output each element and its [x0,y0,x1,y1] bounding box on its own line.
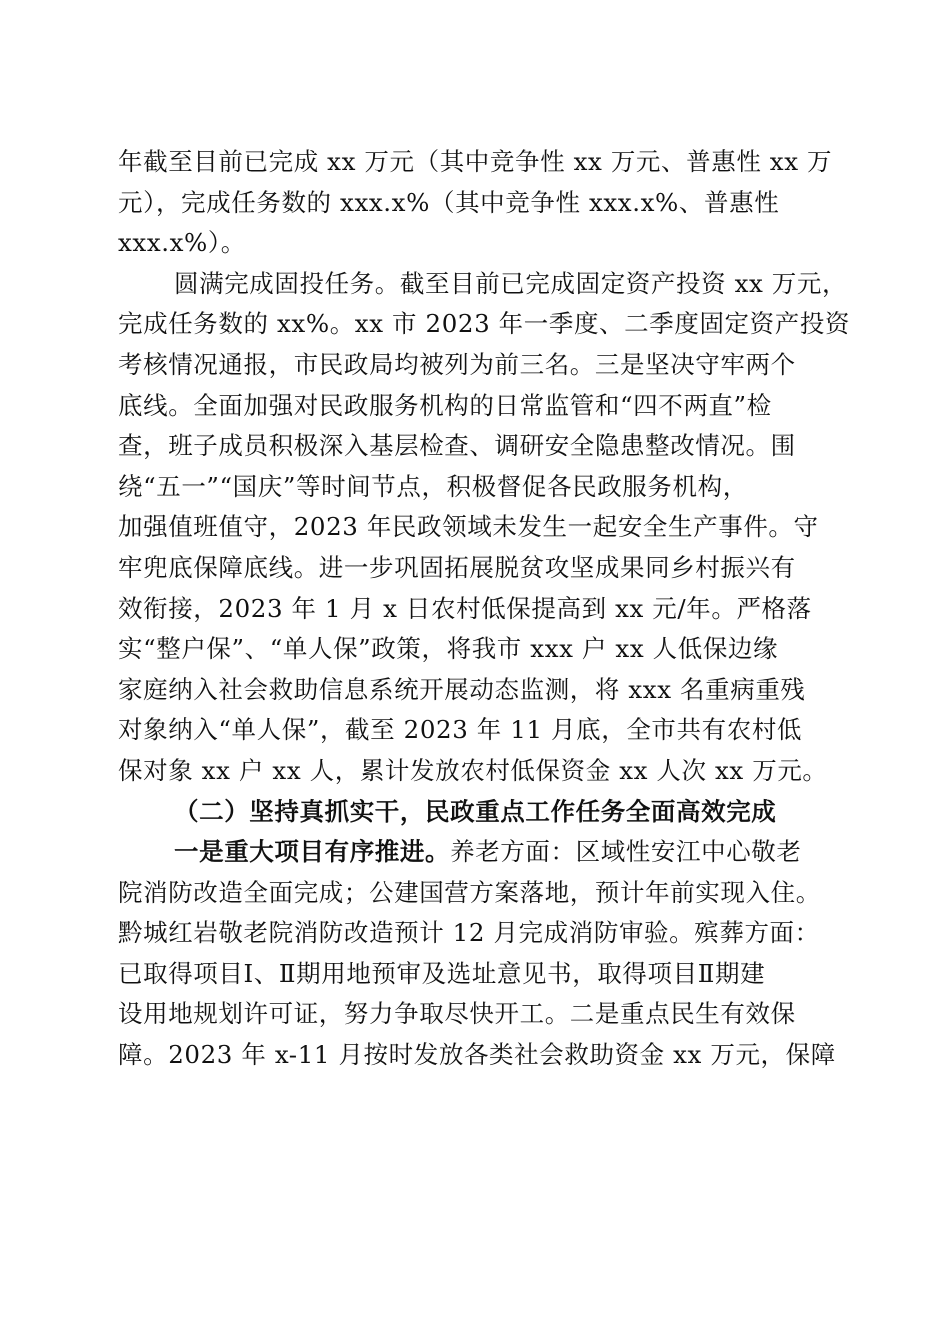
text-line: 绕“五一”“国庆”等时间节点，积极督促各民政服务机构， [118,471,748,501]
text-line: 元），完成任务数的 xxx.x%（其中竞争性 xxx.x%、普惠性 [118,187,780,217]
text-line: 实“整户保”、“单人保”政策，将我市 xxx 户 xx 人低保边缘 [118,634,779,664]
text-line: 黔城红岩敬老院消防改造预计 12 月完成消防审验。殡葬方面： [118,918,820,948]
text-line: 效衔接，2023 年 1 月 x 日农村低保提高到 xx 元/年。严格落 [118,593,812,623]
text-line: 已取得项目Ⅰ、Ⅱ期用地预审及选址意见书，取得项目Ⅱ期建 [118,958,766,988]
paragraph-start-line: 圆满完成固投任务。截至目前已完成固定资产投资 xx 万元， [174,268,848,298]
section-heading: （二）坚持真抓实干，民政重点工作任务全面高效完成 [174,796,777,826]
text-line: 年截至目前已完成 xx 万元（其中竞争性 xx 万元、普惠性 xx 万 [118,147,833,176]
document-body [118,142,851,1076]
text-line: 对象纳入“单人保”，截至 2023 年 11 月底，全市共有农村低 [118,715,803,745]
text-line: 家庭纳入社会救助信息系统开展动态监测，将 xxx 名重病重残 [118,674,806,704]
text-line: 查，班子成员积极深入基层检查、调研安全隐患整改情况。围 [118,431,796,461]
paragraph-text: 养老方面：区域性安江中心敬老 [450,837,802,867]
text-line: 牢兜底保障底线。进一步巩固拓展脱贫攻坚成果同乡村振兴有 [118,552,796,582]
paragraph-lead: 一是重大项目有序推进。 [174,837,451,867]
text-line: 加强值班值守，2023 年民政领域未发生一起安全生产事件。守 [118,512,819,542]
text-line: 院消防改造全面完成；公建国营方案落地，预计年前实现入住。 [118,877,821,907]
text-line: 考核情况通报，市民政局均被列为前三名。三是坚决守牢两个 [118,349,796,379]
text-line: 保对象 xx 户 xx 人，累计发放农村低保资金 xx 人次 xx 万元。 [118,755,828,785]
text-line: 设用地规划许可证，努力争取尽快开工。二是重点民生有效保 [118,999,796,1029]
text-line: 底线。全面加强对民政服务机构的日常监管和“四不两直”检 [118,390,772,420]
paragraph-start-line [118,832,828,873]
text-line: xxx.x%）。 [118,228,246,258]
text-line: 障。2023 年 x-11 月按时发放各类社会救助资金 xx 万元，保障 [118,1040,836,1070]
text-line: 完成任务数的 xx%。xx 市 2023 年一季度、二季度固定资产投资 [118,309,851,339]
